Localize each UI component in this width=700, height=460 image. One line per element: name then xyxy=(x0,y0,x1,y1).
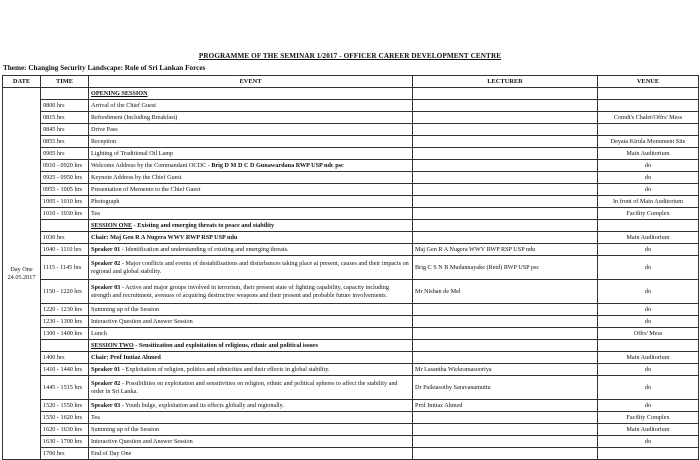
time-cell: 1400 hrs xyxy=(41,352,89,364)
table-row xyxy=(3,376,699,400)
event-bold-text: - Sensitization and exploitation of religious, ethnic and political issues xyxy=(133,341,319,349)
event-cell xyxy=(89,400,413,412)
event-cell xyxy=(89,424,413,436)
event-text: Refreshment (Including Breakfast) xyxy=(91,113,178,121)
time-cell: 1220 - 1230 hrs xyxy=(41,304,89,316)
table-row xyxy=(3,280,699,304)
table-header-row xyxy=(3,76,699,88)
event-cell xyxy=(89,184,413,196)
venue-cell: In front of Main Auditorium xyxy=(598,196,699,208)
session-heading: SESSION TWO xyxy=(91,341,134,349)
lecturer-cell xyxy=(413,196,598,208)
venue-cell: do xyxy=(598,184,699,196)
time-cell: 0855 hrs xyxy=(41,136,89,148)
time-cell xyxy=(41,88,89,100)
time-cell: 0845 hrs xyxy=(41,124,89,136)
time-cell: 0925 - 0950 hrs xyxy=(41,172,89,184)
event-text: - Active and major groups involved in terrorism, their present state of fighting capability, capacity including strength and recruitment, avenues of acquiring destructive weapons and their present and probable future involvements. xyxy=(91,284,389,299)
event-cell xyxy=(89,448,413,460)
venue-cell xyxy=(598,340,699,352)
lecturer-cell xyxy=(413,112,598,124)
time-cell: 1550 - 1620 hrs xyxy=(41,412,89,424)
time-cell: 1005 - 1010 hrs xyxy=(41,196,89,208)
lecturer-cell xyxy=(413,136,598,148)
event-text: Keynote Address by the Chief Guest xyxy=(91,173,182,181)
event-cell xyxy=(89,100,413,112)
time-cell: 1300 - 1400 hrs xyxy=(41,328,89,340)
date-label: 24.05.2017 xyxy=(7,273,36,281)
venue-cell xyxy=(598,448,699,460)
event-text: Photograph xyxy=(91,197,120,205)
table-row xyxy=(3,136,699,148)
time-cell: 1630 - 1700 hrs xyxy=(41,436,89,448)
time-cell: 0800 hrs xyxy=(41,100,89,112)
lecturer-cell xyxy=(413,184,598,196)
venue-cell: Main Auditorium xyxy=(598,148,699,160)
table-row xyxy=(3,232,699,244)
event-text: Summing up of the Session xyxy=(91,425,160,433)
header-venue: VENUE xyxy=(598,76,699,88)
lecturer-cell xyxy=(413,412,598,424)
table-row xyxy=(3,316,699,328)
lecturer-cell: Prof Imtiaz Ahmed xyxy=(413,400,598,412)
venue-cell: do xyxy=(598,244,699,256)
venue-cell: do xyxy=(598,364,699,376)
time-cell: 1230 - 1300 hrs xyxy=(41,316,89,328)
table-row xyxy=(3,436,699,448)
venue-cell: do xyxy=(598,376,699,400)
lecturer-cell: Brig C S N B Mudannayake (Retd) RWP USP psc xyxy=(413,256,598,280)
venue-cell: do xyxy=(598,256,699,280)
event-text: - Possibilities on exploitation and sensitivities on religion, ethnic and political spheres to affect the stability and order in Sri Lanka. xyxy=(91,380,398,395)
event-text: - Identification and understanding of existing and emerging threats. xyxy=(120,245,289,253)
time-cell: 0905 hrs xyxy=(41,148,89,160)
event-text: - Exploitation of religion, politics and ethnicities and their effects in global stability. xyxy=(120,365,330,373)
table-row xyxy=(3,328,699,340)
event-cell xyxy=(89,328,413,340)
lecturer-cell xyxy=(413,424,598,436)
event-bold-text: Speaker 01 xyxy=(91,365,121,373)
event-cell xyxy=(89,220,413,232)
venue-cell: Main Auditorium xyxy=(598,232,699,244)
event-bold-text: - Existing and emerging threats to peace and stability xyxy=(132,221,275,229)
event-bold-text: Speaker 03 xyxy=(91,284,121,291)
table-row xyxy=(3,196,699,208)
event-bold-text: Brig D M D C D Gunawardana RWP USP ndc psc xyxy=(211,161,344,169)
lecturer-cell xyxy=(413,232,598,244)
event-text: Presentation of Memento to the Chief Guest xyxy=(91,185,201,193)
event-cell xyxy=(89,352,413,364)
event-cell xyxy=(89,436,413,448)
time-cell: 1520 - 1550 hrs xyxy=(41,400,89,412)
table-row xyxy=(3,184,699,196)
lecturer-cell xyxy=(413,352,598,364)
event-cell xyxy=(89,256,413,280)
event-text: Welcome Address by the Commandant OCDC - xyxy=(91,161,212,169)
programme-table xyxy=(2,75,699,460)
header-lecturer: LECTURER xyxy=(413,76,598,88)
event-cell xyxy=(89,364,413,376)
venue-cell xyxy=(598,124,699,136)
venue-cell: Facility Complex xyxy=(598,208,699,220)
venue-cell: Offrs' Mess xyxy=(598,328,699,340)
time-cell: 1150 - 1220 hrs xyxy=(41,280,89,304)
event-text: - Youth bulge, exploitation and its effects globally and regionally. xyxy=(120,401,284,409)
lecturer-cell xyxy=(413,100,598,112)
lecturer-cell xyxy=(413,220,598,232)
time-cell: 1030 hrs xyxy=(41,232,89,244)
event-bold-text: Speaker 01 xyxy=(91,245,121,253)
event-cell xyxy=(89,412,413,424)
event-cell xyxy=(89,88,413,100)
time-cell: 1040 - 1110 hrs xyxy=(41,244,89,256)
event-cell xyxy=(89,316,413,328)
header-date: DATE xyxy=(3,76,41,88)
table-row xyxy=(3,148,699,160)
lecturer-cell xyxy=(413,172,598,184)
venue-cell: do xyxy=(598,280,699,304)
event-text: Drive Pass xyxy=(91,125,118,133)
lecturer-cell xyxy=(413,160,598,172)
lecturer-cell xyxy=(413,148,598,160)
day-label: Day One xyxy=(10,266,33,273)
lecturer-cell xyxy=(413,448,598,460)
lecturer-cell: Mr Lasantha Wickramasooriya xyxy=(413,364,598,376)
event-text: Tea xyxy=(91,413,100,421)
time-cell: 0910 - 0920 hrs xyxy=(41,160,89,172)
event-text: Lunch xyxy=(91,329,107,337)
table-row xyxy=(3,244,699,256)
event-text: End of Day One xyxy=(91,449,132,457)
lecturer-cell xyxy=(413,328,598,340)
session-heading: SESSION ONE xyxy=(91,221,133,229)
event-cell xyxy=(89,304,413,316)
lecturer-cell: Maj Gen R A Nugera WWV RWP RSP USP ndu xyxy=(413,244,598,256)
venue-cell: do xyxy=(598,160,699,172)
event-cell xyxy=(89,280,413,304)
event-cell xyxy=(89,208,413,220)
table-row xyxy=(3,88,699,100)
header-time: TIME xyxy=(41,76,89,88)
table-row xyxy=(3,448,699,460)
event-text: Reception xyxy=(91,137,117,145)
time-cell: 1115 - 1145 hrs xyxy=(41,256,89,280)
table-body xyxy=(3,88,699,460)
event-cell xyxy=(89,172,413,184)
lecturer-cell: Dr Paikiasothy Saravanamuttu xyxy=(413,376,598,400)
event-text: Tea xyxy=(91,209,100,217)
event-text: Summing up of the Session xyxy=(91,305,160,313)
venue-cell: Deyata Kirula Monument Site xyxy=(598,136,699,148)
table-row xyxy=(3,256,699,280)
event-cell xyxy=(89,244,413,256)
lecturer-cell xyxy=(413,208,598,220)
lecturer-cell xyxy=(413,124,598,136)
event-cell xyxy=(89,340,413,352)
venue-cell: Facility Complex xyxy=(598,412,699,424)
table-row xyxy=(3,304,699,316)
lecturer-cell xyxy=(413,316,598,328)
venue-cell: do xyxy=(598,316,699,328)
table-row xyxy=(3,412,699,424)
table-row xyxy=(3,340,699,352)
date-cell xyxy=(3,88,41,460)
time-cell: 0955 - 1005 hrs xyxy=(41,184,89,196)
lecturer-cell xyxy=(413,340,598,352)
document-theme: Theme: Changing Security Landscape: Role of Sri Lankan Forces xyxy=(3,64,206,72)
time-cell: 1700 hrs xyxy=(41,448,89,460)
venue-cell: do xyxy=(598,436,699,448)
table-row xyxy=(3,424,699,436)
venue-cell: Main Auditorium xyxy=(598,424,699,436)
venue-cell xyxy=(598,88,699,100)
venue-cell: do xyxy=(598,172,699,184)
event-cell xyxy=(89,160,413,172)
event-text: Interactive Question and Answer Session xyxy=(91,437,193,445)
table-row xyxy=(3,160,699,172)
event-cell xyxy=(89,148,413,160)
time-cell: 1620 - 1630 hrs xyxy=(41,424,89,436)
table-row xyxy=(3,364,699,376)
time-cell: 1410 - 1440 hrs xyxy=(41,364,89,376)
event-cell xyxy=(89,136,413,148)
time-cell: 1445 - 1515 hrs xyxy=(41,376,89,400)
event-bold-text: Speaker 03 xyxy=(91,401,121,409)
venue-cell xyxy=(598,100,699,112)
time-cell xyxy=(41,220,89,232)
event-text: Arrival of the Chief Guest xyxy=(91,101,156,109)
lecturer-cell xyxy=(413,436,598,448)
lecturer-cell xyxy=(413,304,598,316)
table-row xyxy=(3,220,699,232)
venue-cell xyxy=(598,220,699,232)
event-cell xyxy=(89,112,413,124)
event-text: Interactive Question and Answer Session xyxy=(91,317,193,325)
venue-cell: do xyxy=(598,304,699,316)
table-row xyxy=(3,100,699,112)
header-event: EVENT xyxy=(89,76,413,88)
event-cell xyxy=(89,124,413,136)
venue-cell: do xyxy=(598,400,699,412)
venue-cell: Main Auditorium xyxy=(598,352,699,364)
event-bold-text: Speaker 02 xyxy=(91,380,121,387)
table-row xyxy=(3,208,699,220)
table-row xyxy=(3,172,699,184)
event-bold-text: Speaker 02 xyxy=(91,260,121,267)
table-row xyxy=(3,352,699,364)
time-cell xyxy=(41,340,89,352)
session-heading: OPENING SESSION xyxy=(91,89,148,97)
event-text: Lighting of Traditional Oil Lamp xyxy=(91,149,174,157)
table-row xyxy=(3,400,699,412)
lecturer-cell: Mr Nishan de Mel xyxy=(413,280,598,304)
time-cell: 0815 hrs xyxy=(41,112,89,124)
table-row xyxy=(3,124,699,136)
lecturer-cell xyxy=(413,88,598,100)
venue-cell: Comdt's Chalet/Offrs' Mess xyxy=(598,112,699,124)
event-cell xyxy=(89,196,413,208)
event-cell xyxy=(89,232,413,244)
event-bold-text: Chair: Maj Gen R A Nugera WWV RWP RSP USP ndu xyxy=(91,233,238,241)
table-row xyxy=(3,112,699,124)
document-title: PROGRAMME OF THE SEMINAR 1/2017 - OFFICER CAREER DEVELOPMENT CENTRE xyxy=(198,52,502,60)
event-cell xyxy=(89,376,413,400)
event-text: - Major conflicts and events of destabilisations and disturbances taking place at present, causes and their impacts on regional and global stability. xyxy=(91,260,409,275)
event-bold-text: Chair: Prof Imtiaz Ahmed xyxy=(91,353,161,361)
time-cell: 1010 - 1030 hrs xyxy=(41,208,89,220)
